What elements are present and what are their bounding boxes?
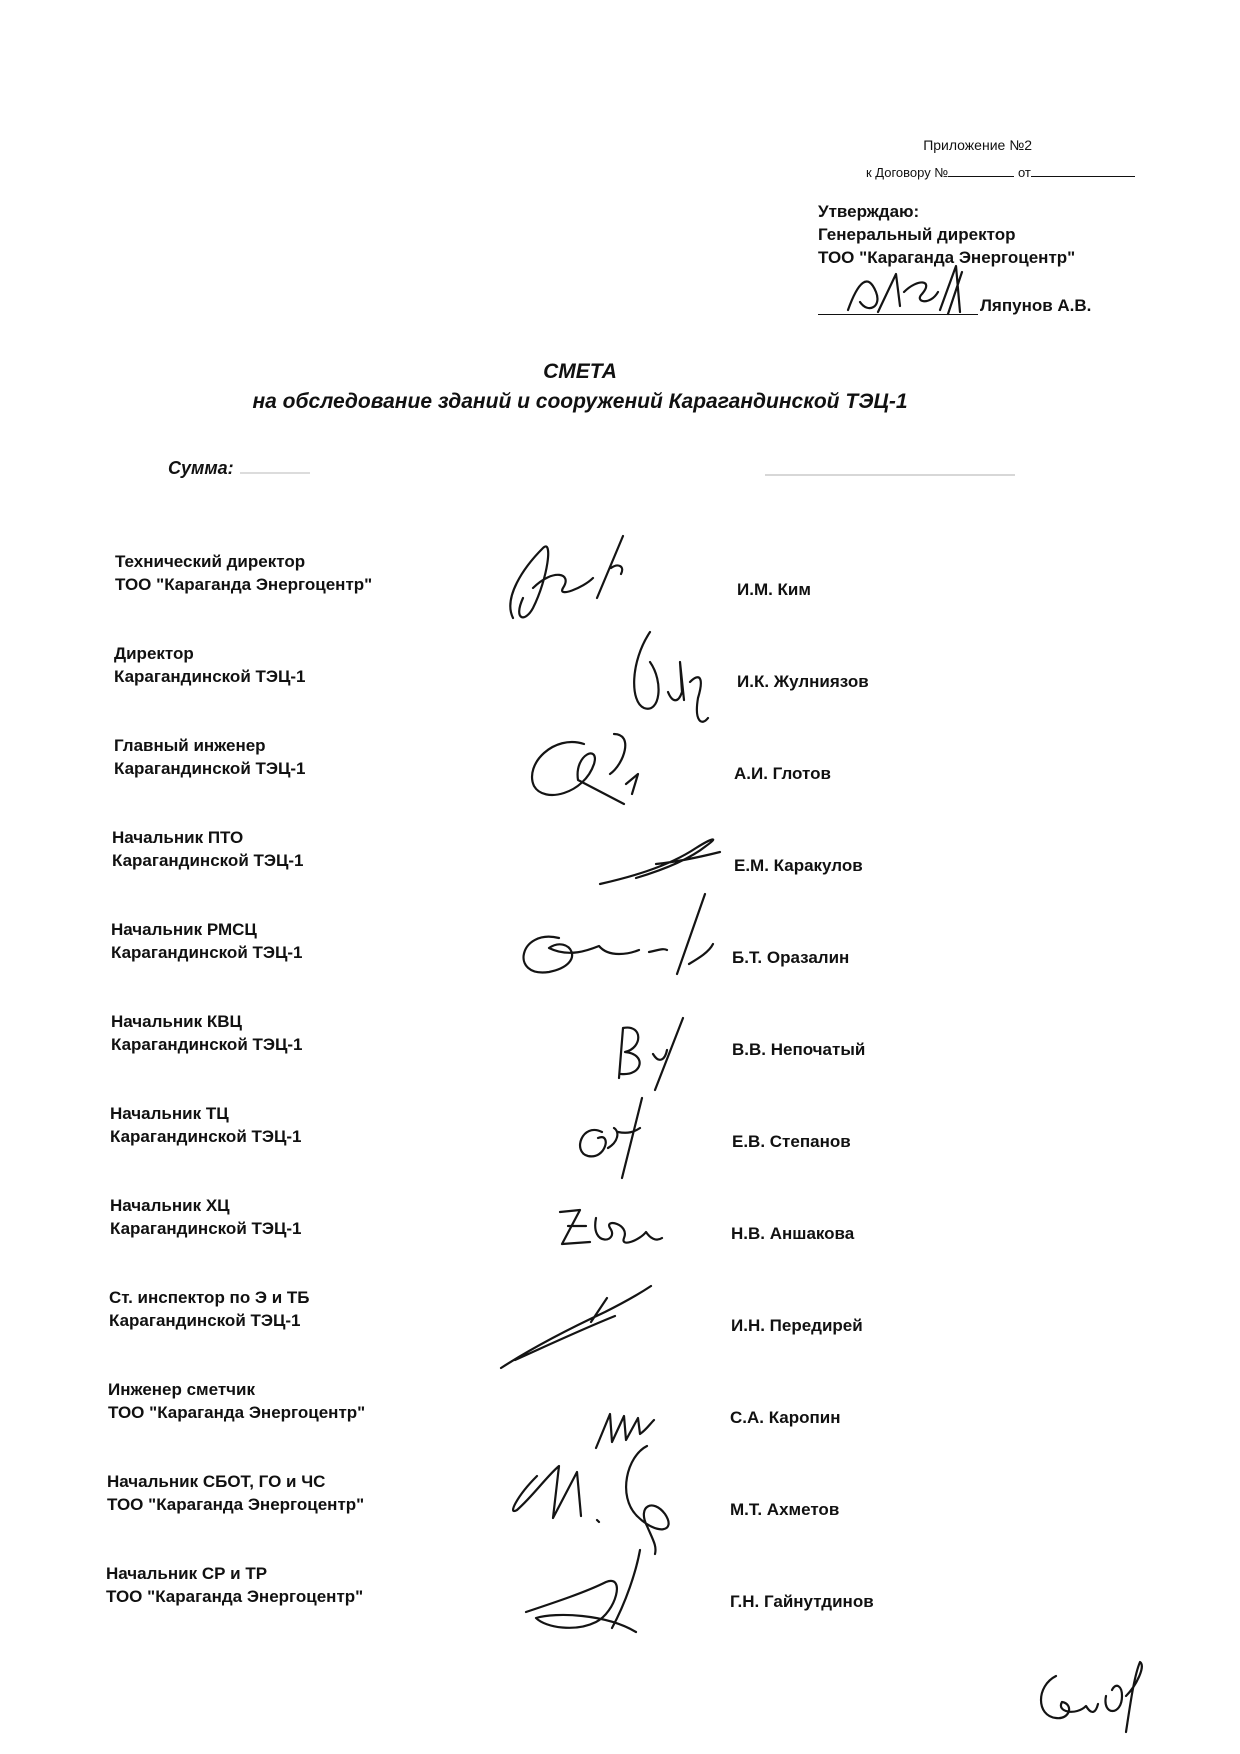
approver-signature xyxy=(838,262,978,322)
contract-date-blank xyxy=(1031,162,1135,177)
signatory-position: Начальник СР и ТР xyxy=(106,1564,268,1583)
signatory-name: М.Т. Ахметов xyxy=(730,1500,840,1519)
signature-peredirei xyxy=(495,1276,655,1376)
signature-stepanov xyxy=(562,1092,652,1182)
signatory-row-11 xyxy=(107,1470,1107,1530)
signatory-row-9 xyxy=(109,1286,1109,1346)
signatory-position: Инженер сметчик xyxy=(108,1380,256,1399)
page-initials xyxy=(1026,1656,1156,1736)
signatory-name: Г.Н. Гайнутдинов xyxy=(730,1592,874,1611)
signatory-organization: Карагандинской ТЭЦ-1 xyxy=(114,759,306,778)
signature-akhmetov xyxy=(497,1436,687,1556)
approve-name: Ляпунов А.В. xyxy=(980,296,1092,315)
signatory-position: Начальник РМСЦ xyxy=(111,920,257,939)
signatory-position: Начальник ПТО xyxy=(112,828,244,847)
signatory-row-12 xyxy=(106,1562,1106,1622)
signatory-position: Технический директор xyxy=(115,552,306,571)
signatory-row-6 xyxy=(111,1010,1111,1070)
signatory-name: И.Н. Передирей xyxy=(731,1316,863,1335)
signatory-name: И.М. Ким xyxy=(737,580,811,599)
signatory-name: А.И. Глотов xyxy=(734,764,831,783)
signatory-position: Начальник ТЦ xyxy=(110,1104,229,1123)
signatory-position: Ст. инспектор по Э и ТБ xyxy=(109,1288,310,1307)
signature-karakulov xyxy=(596,828,726,888)
signatory-position: Начальник ХЦ xyxy=(110,1196,230,1215)
sum-label: Сумма: xyxy=(168,458,234,478)
signatory-name: И.К. Жулниязов xyxy=(737,672,869,691)
document-title: СМЕТА xyxy=(543,360,617,383)
signatory-name: Е.М. Каракулов xyxy=(734,856,863,875)
signatory-position: Начальник СБОТ, ГО и ЧС xyxy=(107,1472,326,1491)
contract-number-blank xyxy=(948,162,1014,177)
contract-from: от xyxy=(1017,165,1031,180)
signatory-row-7 xyxy=(110,1102,1110,1162)
signatory-organization: Карагандинской ТЭЦ-1 xyxy=(109,1311,301,1330)
approve-label: Утверждаю: xyxy=(818,202,920,221)
signatory-name: Б.Т. Оразалин xyxy=(732,948,850,967)
signatory-organization: Карагандинской ТЭЦ-1 xyxy=(114,667,306,686)
signatory-row-3 xyxy=(114,734,1114,794)
approval-block xyxy=(818,200,1075,269)
signatory-organization: Карагандинской ТЭЦ-1 xyxy=(111,943,303,962)
signatory-organization: Карагандинской ТЭЦ-1 xyxy=(112,851,304,870)
signature-glotov xyxy=(514,724,664,814)
approve-position: Генеральный директор xyxy=(818,225,1016,244)
signatory-row-10 xyxy=(108,1378,1108,1438)
signatory-row-2 xyxy=(114,642,1114,702)
signatory-row-8 xyxy=(110,1194,1110,1254)
signatory-organization: Карагандинской ТЭЦ-1 xyxy=(110,1219,302,1238)
signatory-position: Начальник КВЦ xyxy=(111,1012,242,1031)
signatory-organization: Карагандинской ТЭЦ-1 xyxy=(110,1127,302,1146)
signatory-organization: ТОО "Караганда Энергоцентр" xyxy=(106,1587,364,1606)
signatory-row-5 xyxy=(111,918,1111,978)
contract-reference xyxy=(866,162,1135,180)
document-subtitle: на обследование зданий и сооружений Карагандинской ТЭЦ-1 xyxy=(252,390,908,413)
signatory-row-1 xyxy=(115,550,1115,610)
signature-orazalin xyxy=(499,888,719,988)
signatory-organization: ТОО "Караганда Энергоцентр" xyxy=(107,1495,365,1514)
signatory-name: Н.В. Аншакова xyxy=(731,1224,855,1243)
signature-nepochatyi xyxy=(613,1014,693,1094)
signatory-organization: ТОО "Караганда Энергоцентр" xyxy=(115,575,373,594)
signatory-name: Е.В. Степанов xyxy=(732,1132,851,1151)
signature-kim xyxy=(493,528,643,628)
signatory-organization: Карагандинской ТЭЦ-1 xyxy=(111,1035,303,1054)
scan-noise-b xyxy=(765,474,1015,476)
signatory-name: В.В. Непочатый xyxy=(732,1040,866,1059)
signatory-row-4 xyxy=(112,826,1112,886)
scan-noise-a xyxy=(240,472,310,474)
appendix-label: Приложение №2 xyxy=(923,137,1032,153)
signature-anshakova xyxy=(550,1198,670,1258)
signatory-position: Главный инженер xyxy=(114,736,266,755)
contract-prefix: к Договору № xyxy=(866,165,949,180)
signatory-position: Директор xyxy=(114,644,194,663)
signatory-organization: ТОО "Караганда Энергоцентр" xyxy=(108,1403,366,1422)
signature-zhulniyazov xyxy=(620,622,720,732)
signature-gainutdinov xyxy=(516,1542,666,1652)
signatory-name: С.А. Каропин xyxy=(730,1408,841,1427)
approve-organization: ТОО "Караганда Энергоцентр" xyxy=(818,248,1076,267)
